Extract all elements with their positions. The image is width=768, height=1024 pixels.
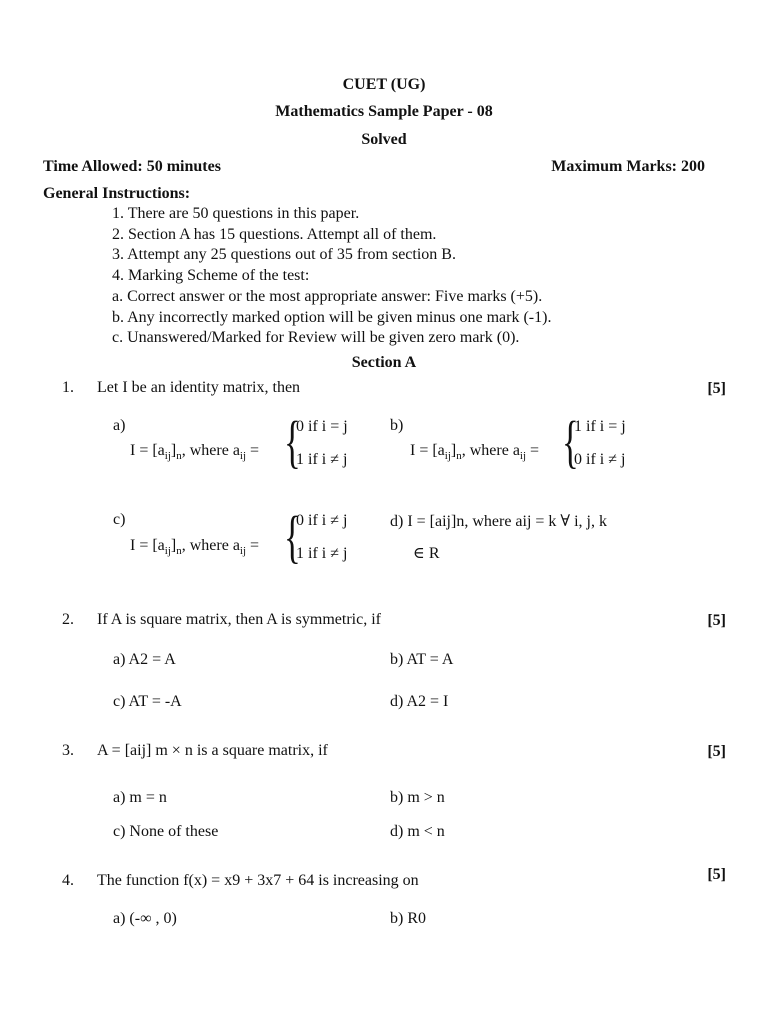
instructions-heading: General Instructions: [43, 185, 191, 202]
option-a: a) (-∞ , 0) [113, 910, 177, 927]
instruction-item: 2. Section A has 15 questions. Attempt all of them. [112, 226, 437, 243]
option-b-formula: $I = [a_{ij}]_n$, where $a_{ij}$ = [410, 442, 540, 463]
option-b-case2: 0 if i ≠ j [574, 451, 626, 468]
time-allowed: Time Allowed: 50 minutes [43, 158, 221, 175]
instruction-item: a. Correct answer or the most appropriate answer: Five marks (+5). [112, 288, 543, 305]
option-a: a) m = n [113, 789, 167, 806]
question-number: 4. [62, 872, 74, 889]
question-number: 2. [62, 611, 74, 628]
option-d: d) m < n [390, 823, 445, 840]
instruction-item: b. Any incorrectly marked option will be given minus one mark (-1). [112, 309, 552, 326]
option-a-case2: 1 if i ≠ j [296, 451, 348, 468]
question-marks: [5] [707, 866, 726, 883]
option-d-line1: d) I = [aij]n, where aij = k ∀ i, j, k [390, 513, 607, 530]
question-number: 1. [62, 379, 74, 396]
option-c-case2: 1 if i ≠ j [296, 545, 348, 562]
paper-status: Solved [361, 131, 407, 148]
left-brace-icon: { [284, 504, 301, 569]
option-c-label: c) [113, 511, 126, 528]
option-a-label: a) [113, 417, 126, 434]
instruction-item: 4. Marking Scheme of the test: [112, 267, 310, 284]
option-b-label: b) [390, 417, 404, 434]
question-text: If A is square matrix, then A is symmetric, if [97, 611, 381, 628]
question-text: The function f(x) = x9 + 3x7 + 64 is increasing on [97, 872, 419, 889]
instruction-item: 1. There are 50 questions in this paper. [112, 205, 360, 222]
maximum-marks: Maximum Marks: 200 [551, 158, 705, 175]
option-b-case1: 1 if i = j [574, 418, 626, 435]
option-c: c) AT = -A [113, 693, 182, 710]
question-number: 3. [62, 742, 74, 759]
question-marks: [5] [707, 380, 726, 397]
question-text: A = [aij] m × n is a square matrix, if [97, 742, 328, 759]
instruction-item: c. Unanswered/Marked for Review will be given zero mark (0). [112, 329, 520, 346]
option-c: c) None of these [113, 823, 219, 840]
paper-title: Mathematics Sample Paper - 08 [275, 103, 493, 120]
question-marks: [5] [707, 612, 726, 629]
left-brace-icon: { [562, 409, 579, 474]
option-b: b) R0 [390, 910, 426, 927]
option-d: d) A2 = I [390, 693, 449, 710]
option-c-formula: $I = [a_{ij}]_n$, where $a_{ij}$ = [130, 537, 260, 558]
option-d-line2: ∈ R [413, 545, 440, 562]
instruction-item: 3. Attempt any 25 questions out of 35 from section B. [112, 246, 456, 263]
question-marks: [5] [707, 743, 726, 760]
option-b: b) AT = A [390, 651, 454, 668]
question-text: Let I be an identity matrix, then [97, 379, 301, 396]
option-a-case1: 0 if i = j [296, 418, 348, 435]
section-title: Section A [351, 354, 417, 371]
exam-title: CUET (UG) [342, 76, 426, 93]
option-a: a) A2 = A [113, 651, 176, 668]
left-brace-icon: { [284, 409, 301, 474]
option-b: b) m > n [390, 789, 445, 806]
option-a-formula: $I = [a_{ij}]_n$, where $a_{ij}$ = [130, 442, 260, 463]
option-c-case1: 0 if i ≠ j [296, 512, 348, 529]
